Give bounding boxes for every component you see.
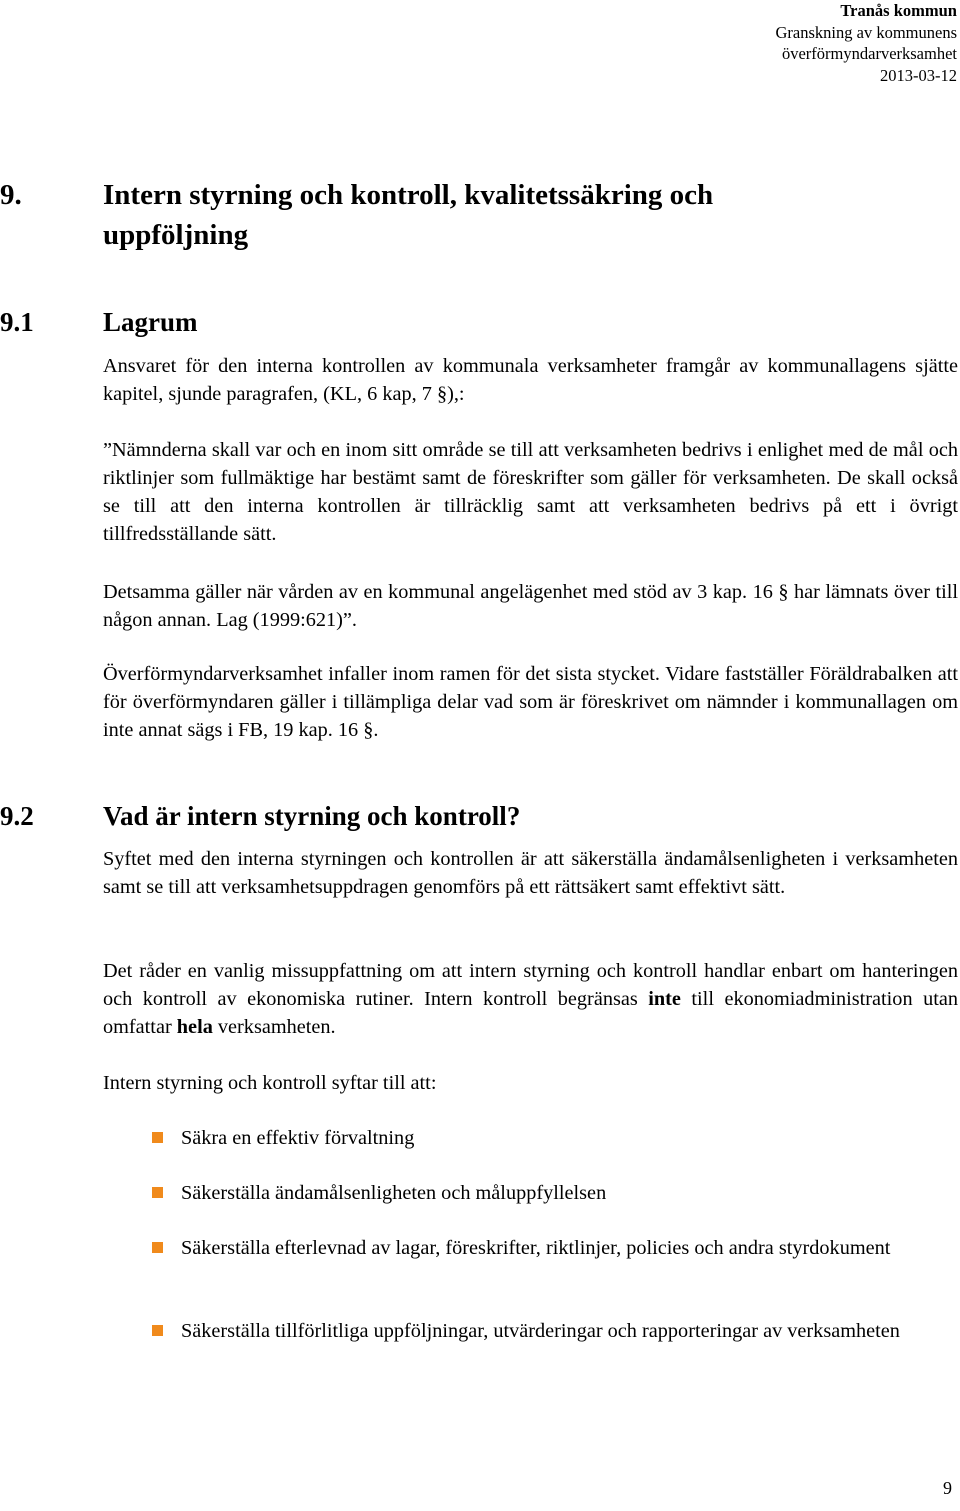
paragraph-lagrum-quote: ”Nämnderna skall var och en inom sitt område se till att verksamheten bedrivs i enlighet med de mål och riktlinjer som fullmäktige har bestämt samt de föreskrifter som gäller för verksamheten. De skall också se till att den interna kontrollen är tillräcklig samt att verksamheten bedrivs på ett i övrigt tillfredsställande sätt. [103, 439, 958, 545]
section-9-2-title: Vad är intern styrning och kontroll? [103, 801, 521, 831]
paragraph-misconception-part3: verksamheten. [212, 1016, 336, 1038]
bullet-square-icon [152, 1132, 163, 1143]
header-organization: Tranås kommun [840, 1, 957, 20]
list-item [181, 1317, 958, 1345]
page-header [776, 0, 957, 86]
bullet-square-icon [152, 1325, 163, 1336]
emphasis-inte: inte [648, 988, 681, 1010]
list-item-text: Säkerställa ändamålsenligheten och måluppfyllelsen [181, 1182, 607, 1204]
header-subtitle-line2: överförmyndarverksamhet [781, 44, 957, 63]
page-number: 9 [943, 1478, 952, 1498]
emphasis-hela: hela [176, 1016, 213, 1038]
header-date: 2013-03-12 [880, 65, 957, 85]
section-9-1-title: Lagrum [103, 307, 198, 337]
section-9-2-number: 9.2 [0, 801, 34, 831]
list-item [181, 1124, 958, 1152]
section-9-title: Intern styrning och kontroll, kvalitetssäkring och uppföljning [103, 179, 714, 251]
paragraph-misconception [103, 957, 958, 1041]
list-item [181, 1234, 958, 1262]
paragraph-lagrum-conclusion: Överförmyndarverksamhet infaller inom ramen för det sista stycket. Vidare fastställer Föräldrabalken att för överförmyndaren gäller i tillämpliga delar vad som är föreskrivet om nämnder i kommunallagen om inte annat sägs i FB, 19 kap. 16 §. [103, 663, 958, 741]
paragraph-misconception-part1: Det råder en vanlig missuppfattning om att intern styrning och kontroll handlar enbart om hanteringen och kontroll av ekonomiska rutiner. Intern kontroll begränsas [103, 960, 958, 1010]
paragraph-list-intro: Intern styrning och kontroll syftar till att: [103, 1072, 437, 1094]
paragraph-lagrum-quote-continued: Detsamma gäller när vården av en kommunal angelägenhet med stöd av 3 kap. 16 § har lämnats över till någon annan. Lag (1999:621)”. [103, 581, 958, 631]
header-subtitle-line1: Granskning av kommunens [775, 22, 957, 42]
paragraph-purpose: Syftet med den interna styrningen och kontrollen är att säkerställa ändamålsenligheten i verksamheten samt se till att verksamhetsuppdragen genomförs på ett rättsäkert samt effektivt sätt. [103, 848, 958, 898]
list-item-text: Säkerställa tillförlitliga uppföljningar, utvärderingar och rapporteringar av verksamheten [181, 1320, 900, 1342]
bullet-square-icon [152, 1242, 163, 1253]
bullet-square-icon [152, 1187, 163, 1198]
paragraph-misconception-part2: till ekonomiadministration utan omfattar [103, 988, 959, 1038]
list-item [181, 1179, 958, 1207]
list-item-text: Säkra en effektiv förvaltning [181, 1127, 415, 1149]
section-9-1-number: 9.1 [0, 307, 34, 337]
section-9-number: 9. [0, 179, 22, 211]
list-item-text: Säkerställa efterlevnad av lagar, föreskrifter, riktlinjer, policies och andra styrdokument [181, 1237, 891, 1259]
paragraph-lagrum-intro: Ansvaret för den interna kontrollen av kommunala verksamheter framgår av kommunallagens sjätte kapitel, sjunde paragrafen, (KL, 6 kap, 7 §),: [103, 355, 958, 405]
